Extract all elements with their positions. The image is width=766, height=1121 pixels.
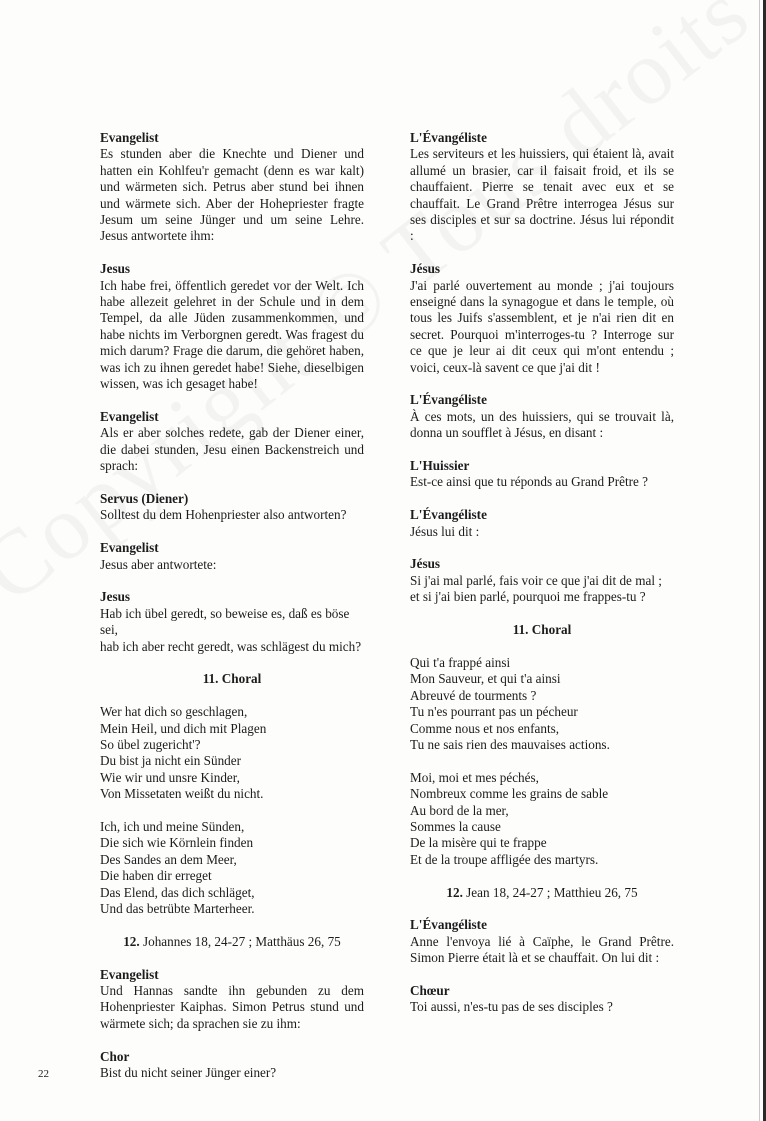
recitative-text: Jésus lui dit : [410,523,480,539]
text-line: Hab ich übel geredt, so beweise es, daß es böse sei, [100,605,350,638]
verse-line: Des Sandes an dem Meer, [100,851,237,867]
verse-line: Ich, ich und meine Sünden, [100,818,245,834]
choral-title: Choral [221,671,262,687]
text-line: Si j'ai mal parlé, fais voir ce que j'ai dit de mal ; [410,572,662,588]
verse-line: Wer hat dich so geschlagen, [100,704,248,720]
verse-line: Die haben dir erreget [100,868,212,884]
french-column [410,130,674,1016]
verse-line: Du bist ja nicht ein Sünder [100,753,242,769]
verse-line: Tu ne sais rien des mauvaises actions. [410,736,610,752]
text-line: et si j'ai bien parlé, pourquoi me frappes-tu ? [410,589,646,605]
verse-line: Das Elend, das dich schläget, [100,884,255,900]
recitative-text: À ces mots, un des huissiers, qui se trouvait là, donna un soufflet à Jésus, en disant : [410,408,674,441]
verse-line: Und das betrübte Marterheer. [100,900,255,916]
speaker-evangeliste: L'Évangéliste [410,917,487,933]
recitative-text: Und Hannas sandte ihn gebunden zu dem Hohenpriester Kaiphas. Simon Petrus stund und wärmete sich; da sprachen sie zu ihm: [100,982,364,1031]
verse-line: Abreuvé de tourments ? [410,687,537,703]
recitative-text: Bist du nicht seiner Jünger einer? [100,1064,277,1080]
verse-line: Von Missetaten weißt du nicht. [100,786,264,802]
verse-line: So übel zugericht'? [100,736,201,752]
verse-line: Comme nous et nos enfants, [410,720,560,736]
page-edge-line [759,0,760,1121]
verse-line: Nombreux comme les grains de sable [410,786,609,802]
choral-title: Choral [531,622,572,638]
verse-line: Qui t'a frappé ainsi [410,654,511,670]
verse-line: Au bord de la mer, [410,802,509,818]
section-number: 12. [123,933,140,949]
speaker-servus: Servus (Diener) [100,490,189,506]
recitative-text: J'ai parlé ouvertement au monde ; j'ai toujours enseigné dans la synagogue et dans le temple, où tous les Juifs s'assemblent, et je n'ai rien dit en secret. Pourquoi m'interroges-tu ? Interroge sur ce que je leur ai dit ceux qui m'ont entendu ; voici, ceux-là savent ce que j'ai dit ! [410,277,674,375]
verse-line: Tu n'es pourrant pas un pécheur [410,704,578,720]
verse-line: Wie wir und unsre Kinder, [100,769,240,785]
speaker-evangelist: Evangelist [100,408,159,424]
speaker-huissier: L'Huissier [410,458,470,474]
speaker-jesus: Jesus [100,261,131,277]
speaker-chor: Chor [100,1048,130,1064]
speaker-evangelist: Evangelist [100,966,159,982]
verse-line: Sommes la cause [410,818,501,834]
recitative-text: Solltest du dem Hohenpriester also antworten? [100,507,347,523]
verse-line: Mon Sauveur, et qui t'a ainsi [410,671,561,687]
recitative-text: Les serviteurs et les huissiers, qui étaient là, avait allumé un brasier, car il faisait froid, et ils se chauffaient. Pierre se tenait avec eux et se chauffait. Le Grand Prêtre interrogea Jésus sur ses disciples et sur sa doctrine. Jésus lui répondit : [410,146,674,244]
verse-line: Die sich wie Körnlein finden [100,835,254,851]
speaker-evangelist: Evangelist [100,540,159,556]
text-line: hab ich aber recht geredt, was schlägest du mich? [100,638,362,654]
choral-verse [100,704,364,802]
speaker-choeur: Chœur [410,982,450,998]
recitative-text: Anne l'envoya lié à Caïphe, le Grand Prêtre. Simon Pierre était là et se chauffait. On lui dit : [410,933,674,966]
section-reference: Johannes 18, 24-27 ; Matthäus 26, 75 [142,933,341,949]
choral-number: 11. [512,622,529,638]
choral-heading [410,622,674,638]
choral-verse [100,819,364,917]
german-column [100,130,364,1081]
speaker-jesus: Jésus [410,556,441,572]
section-heading [410,885,674,901]
speaker-jesus: Jésus [410,261,441,277]
recitative-text: Es stunden aber die Knechte und Diener und hatten ein Kohlfeu'r gemacht (denn es war kalt) und wärmeten sich. Petrus aber stund bei ihnen und wärmete sich. Aber der Hohepriester fragte Jesum um seine Jünger und um seine Lehre. Jesus antwortete ihm: [100,146,364,244]
page-number: 22 [38,1068,49,1080]
speaker-evangeliste: L'Évangéliste [410,392,487,408]
speaker-evangeliste: L'Évangéliste [410,130,487,145]
verse-line: Moi, moi et mes péchés, [410,769,539,785]
choral-verse [410,770,674,868]
verse-line: Mein Heil, und dich mit Plagen [100,720,267,736]
recitative-text [100,606,364,655]
recitative-text: Jesus aber antwortete: [100,556,217,572]
choral-number: 11. [202,671,219,687]
section-number: 12. [446,884,463,900]
recitative-text: Est-ce ainsi que tu réponds au Grand Prêtre ? [410,474,649,490]
section-heading [100,934,364,950]
recitative-text [410,573,674,606]
speaker-evangeliste: L'Évangéliste [410,507,487,523]
speaker-evangelist: Evangelist [100,130,159,145]
verse-line: De la misère qui te frappe [410,835,547,851]
recitative-text: Ich habe frei, öffentlich geredet vor der Welt. Ich habe allezeit gelehret in der Schule und in dem Tempel, da alle Jüden zusammenkommen, und habe nichts im Verborgnen geredt. Was fragest du mich darum? Frage die darum, die gehöret haben, was ich zu ihnen geredet habe! Siehe, dieselbigen wissen, was ich gesaget habe! [100,277,364,392]
choral-heading [100,671,364,687]
speaker-jesus: Jesus [100,589,131,605]
section-reference: Jean 18, 24-27 ; Matthieu 26, 75 [466,884,638,900]
recitative-text: Als er aber solches redete, gab der Diener einer, die dabei stunden, Jesu einen Backenstreich und sprach: [100,425,364,474]
verse-line: Et de la troupe affligée des martyrs. [410,851,599,867]
choral-verse [410,655,674,753]
recitative-text: Toi aussi, n'es-tu pas de ses disciples ? [410,999,613,1015]
